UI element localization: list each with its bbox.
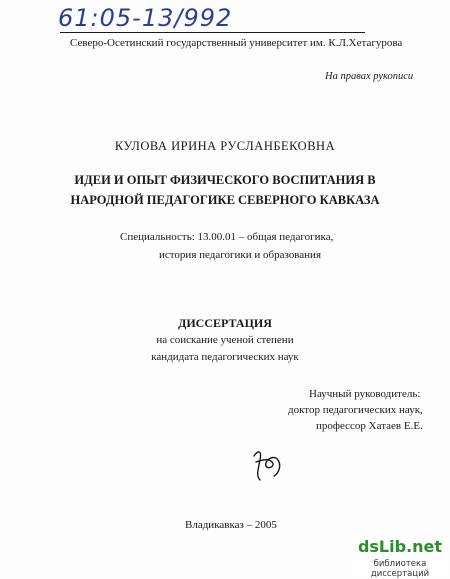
degree-line-1: на соискание ученой степени bbox=[156, 334, 294, 346]
degree-line-2: кандидата педагогических наук bbox=[151, 351, 299, 363]
supervisor-name: профессор Хатаев Е.Е. bbox=[316, 420, 423, 432]
city-year: Владикавказ – 2005 bbox=[185, 519, 277, 531]
watermark-subtitle: библиотека диссертаций bbox=[370, 559, 430, 579]
supervisor-degree: доктор педагогических наук, bbox=[288, 404, 423, 416]
supervisor-label: Научный руководитель: bbox=[309, 388, 421, 400]
handwritten-catalog-number: 61:05-13/992 bbox=[58, 4, 233, 32]
specialty-line-1: Специальность: 13.00.01 – общая педагогика, bbox=[120, 231, 334, 243]
specialty-line-2: история педагогики и образования bbox=[159, 249, 322, 261]
handwritten-underline bbox=[60, 32, 365, 33]
thesis-title-line-1: ИДЕИ И ОПЫТ ФИЗИЧЕСКОГО ВОСПИТАНИЯ В bbox=[74, 173, 376, 187]
watermark-logo: dsLib.net bbox=[357, 537, 443, 556]
author-name: КУЛОВА ИРИНА РУСЛАНБЕКОВНА bbox=[114, 139, 336, 153]
signature-icon bbox=[248, 446, 288, 486]
watermark bbox=[352, 537, 448, 577]
institution-name: Северо-Осетинский государственный университет им. К.Л.Хетагурова bbox=[70, 37, 403, 49]
dissertation-label: ДИССЕРТАЦИЯ bbox=[178, 316, 272, 330]
rights-note: На правах рукописи bbox=[325, 71, 414, 82]
thesis-title-line-2: НАРОДНОЙ ПЕДАГОГИКЕ СЕВЕРНОГО КАВКАЗА bbox=[70, 193, 380, 207]
